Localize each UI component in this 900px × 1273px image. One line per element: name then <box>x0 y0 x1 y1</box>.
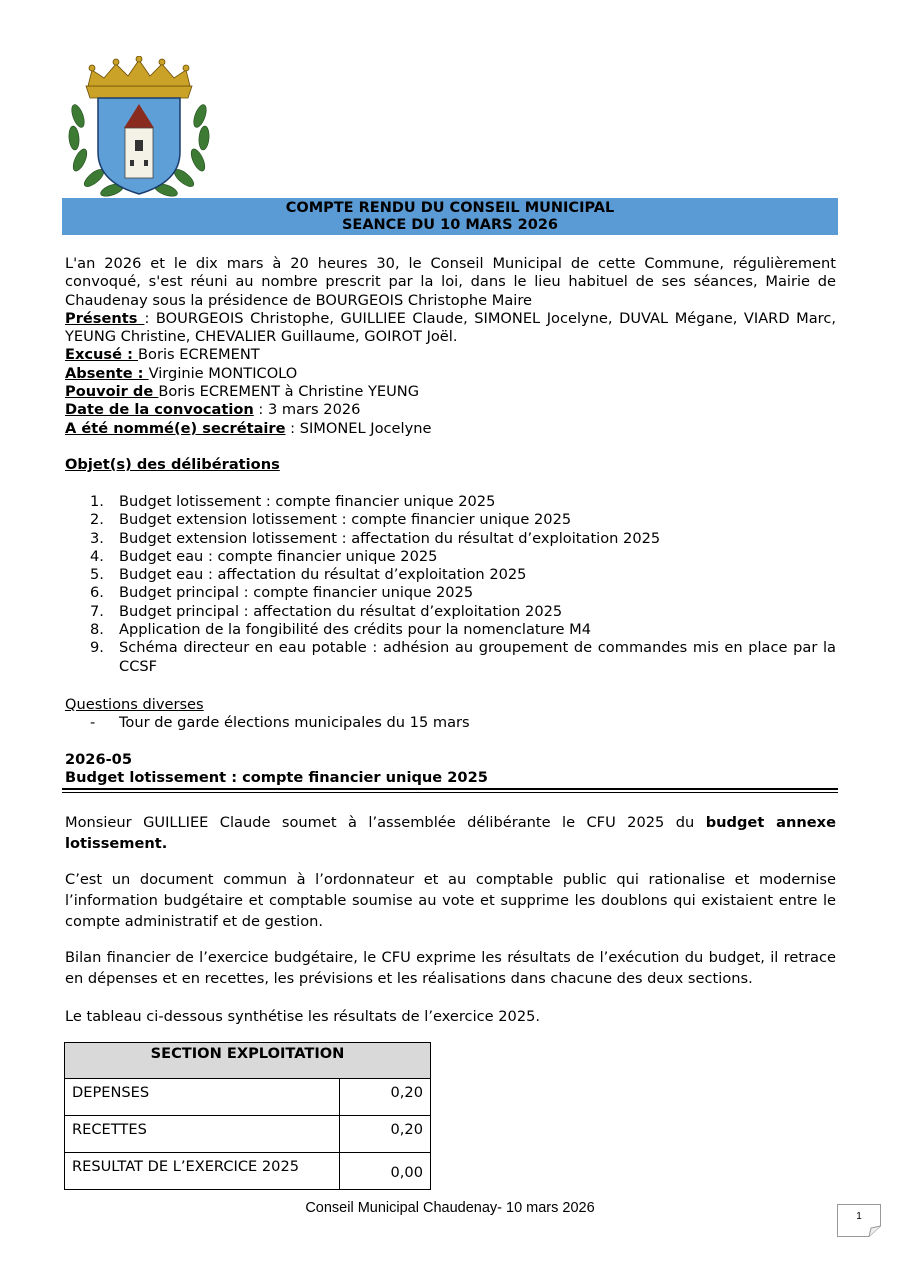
deliberation-paragraph-1: Monsieur GUILLIEE Claude soumet à l’assemblée délibérante le CFU 2025 du budget annexe lotissement. <box>65 814 836 852</box>
document-title: COMPTE RENDU DU CONSEIL MUNICIPAL <box>285 200 615 216</box>
list-item: 4. Budget eau : compte financier unique 2025 <box>90 547 438 565</box>
secretaire-label: A été nommé(e) secrétaire <box>65 419 286 437</box>
session-intro <box>65 255 836 438</box>
list-item: 5. Budget eau : affectation du résultat d’exploitation 2025 <box>90 566 527 584</box>
page-number-badge <box>837 1204 881 1237</box>
table-header-row <box>65 1043 431 1079</box>
row-label: RECETTES <box>65 1116 340 1153</box>
section-divider-thin <box>62 792 838 793</box>
deliberation-paragraph-3: Bilan financier de l’exercice budgétaire, le CFU exprime les résultats de l’exécution du budget, il retrace en dépenses et en recettes, les prévisions et les réalisations dans chacune des deux sections. <box>65 949 836 987</box>
absente-value: Virginie MONTICOLO <box>148 364 298 382</box>
session-date-title: SEANCE DU 10 MARS 2026 <box>341 217 559 233</box>
pouvoir-label: Pouvoir de <box>65 383 159 401</box>
questions-diverses-item: - Tour de garde élections municipales du 15 mars <box>90 714 470 731</box>
list-item: 7. Budget principal : affectation du résultat d’exploitation 2025 <box>90 602 563 620</box>
pouvoir-value: Boris ECREMENT à Christine YEUNG <box>158 383 420 401</box>
convocation-line <box>65 401 836 419</box>
results-table <box>64 1042 431 1190</box>
document-title-band <box>62 198 838 235</box>
presents-label: Présents <box>65 309 145 327</box>
convocation-value: : 3 mars 2026 <box>253 401 361 419</box>
presents-value: : BOURGEOIS Christophe, GUILLIEE Claude, SIMONEL Jocelyne, DUVAL Mégane, VIARD Marc, YEUNG Christine, CHEVALIER Guillaume, GOIROT Joël. <box>65 309 836 346</box>
excuse-line <box>65 346 836 364</box>
intro-paragraph: L'an 2026 et le dix mars à 20 heures 30, le Conseil Municipal de cette Commune, régulièrement convoqué, s'est réuni au nombre prescrit par la loi, dans le lieu habituel de ses séances, Mairie de Chaudenay sous la présidence de BOURGEOIS Christophe Maire <box>65 255 836 309</box>
deliberation-number: 2026-05 <box>65 751 132 768</box>
absente-line <box>65 365 836 383</box>
table-row <box>65 1079 431 1116</box>
row-label: DEPENSES <box>65 1079 340 1116</box>
objets-title: Objet(s) des délibérations <box>65 456 280 473</box>
row-value: 0,00 <box>340 1153 431 1190</box>
list-item: 1. Budget lotissement : compte financier unique 2025 <box>90 493 496 510</box>
secretaire-line <box>65 420 836 438</box>
convocation-label: Date de la convocation <box>65 401 254 419</box>
list-item: 6. Budget principal : compte financier unique 2025 <box>90 584 474 602</box>
list-item: 9. Schéma directeur en eau potable : adhésion au groupement de commandes mis en place par la CCSF <box>90 639 836 675</box>
pouvoir-line <box>65 383 836 401</box>
page-number: 1 <box>856 1211 862 1222</box>
row-value: 0,20 <box>340 1079 431 1116</box>
list-item: 3. Budget extension lotissement : affectation du résultat d’exploitation 2025 <box>90 529 661 547</box>
absente-label: Absente : <box>65 364 149 382</box>
objets-list <box>90 493 836 676</box>
list-item: 2. Budget extension lotissement : compte financier unique 2025 <box>90 511 572 529</box>
deliberation-title: Budget lotissement : compte financier unique 2025 <box>65 769 488 786</box>
table-row <box>65 1153 431 1190</box>
questions-diverses-title: Questions diverses <box>65 696 204 713</box>
excuse-label: Excusé : <box>65 346 139 364</box>
municipal-crest-icon <box>64 56 214 201</box>
list-item: 8. Application de la fongibilité des crédits pour la nomenclature M4 <box>90 621 592 639</box>
excuse-value: Boris ECREMENT <box>138 346 260 364</box>
secretaire-value: : SIMONEL Jocelyne <box>285 419 432 437</box>
table-row <box>65 1116 431 1153</box>
row-label: RESULTAT DE L’EXERCICE 2025 <box>65 1153 340 1190</box>
section-divider <box>62 788 838 790</box>
row-value: 0,20 <box>340 1116 431 1153</box>
table-header: SECTION EXPLOITATION <box>65 1043 431 1079</box>
page-footer: Conseil Municipal Chaudenay- 10 mars 2026 <box>305 1200 595 1216</box>
deliberation-paragraph-4: Le tableau ci-dessous synthétise les résultats de l’exercice 2025. <box>65 1008 541 1025</box>
presents-line <box>65 310 836 347</box>
deliberation-paragraph-2: C’est un document commun à l’ordonnateur et au comptable public qui rationalise et modernise l’information budgétaire et comptable soumise au vote et supprime les doublons qui existaient entre le compte administratif et de gestion. <box>65 871 836 930</box>
